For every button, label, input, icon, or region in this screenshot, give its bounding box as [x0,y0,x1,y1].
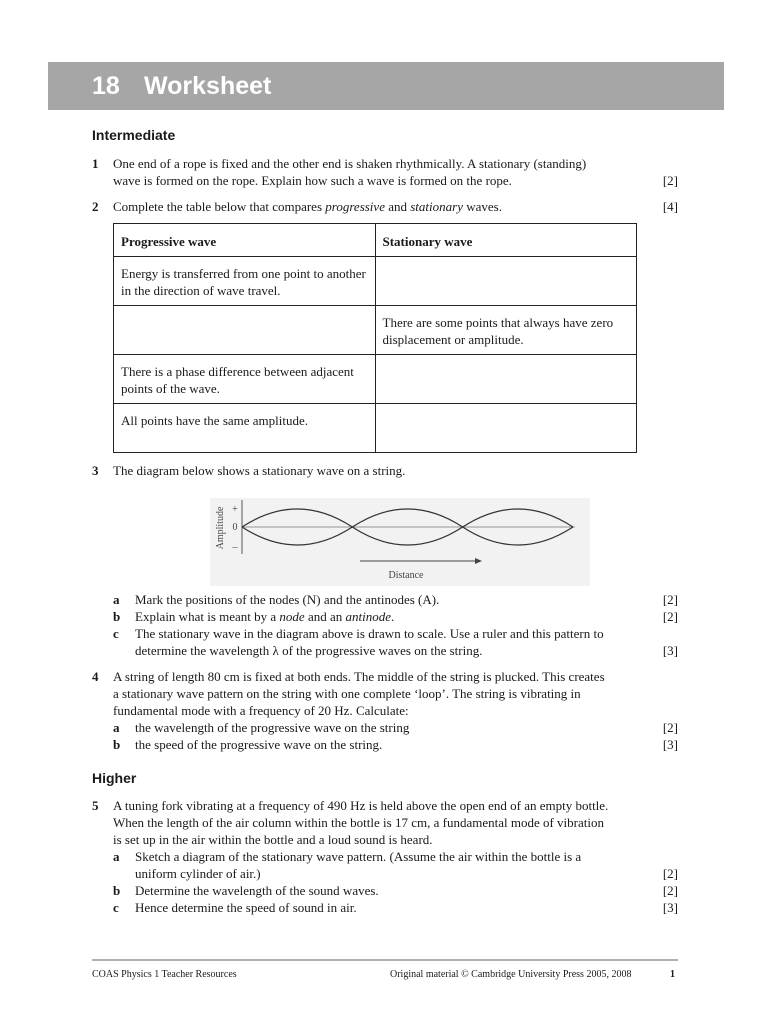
table-row [114,404,637,453]
part-a [113,848,678,882]
table-cell [375,404,637,453]
question-text: Complete the table below that compares [113,199,326,214]
part-text: Mark the positions of the nodes (N) and the antinodes (A). [135,592,440,607]
question-text: wave is formed on the rope. Explain how such a wave is formed on the rope. [113,173,512,188]
marks: [2] [662,173,678,188]
chapter-number: 18 [92,72,120,100]
comparison-table [113,223,637,453]
question-text-line [113,172,678,189]
question-5 [92,797,678,916]
part-b [113,882,678,899]
table-cell: There are some points that always have zero displacement or amplitude. [375,306,637,355]
part-a [113,719,678,736]
table-header-row [114,224,637,257]
marks: [3] [662,643,678,658]
part-text: . [391,609,395,624]
marks: [2] [662,720,678,735]
question-text: The diagram below shows a stationary wave on a string. [113,463,406,478]
marks: [2] [662,883,678,898]
y-axis-label: Amplitude [215,506,226,550]
emphasis: stationary [410,199,463,214]
part-text: Explain what is meant by a [135,609,280,624]
emphasis: antinode [345,609,391,624]
part-b [113,608,678,625]
part-a [113,591,678,608]
footer-left: COAS Physics 1 Teacher Resources [92,969,237,980]
part-b [113,736,678,753]
marks: [2] [662,866,678,881]
table-cell: Energy is transferred from one point to another in the direction of wave travel. [114,257,376,306]
stationary-wave-diagram [210,498,590,586]
table-row [114,355,637,404]
part-label: b [113,883,121,898]
y-tick-plus: + [232,504,238,515]
table-cell: All points have the same amplitude. [114,404,376,453]
part-text: and an [304,609,346,624]
part-text: The stationary wave in the diagram above is drawn to scale. Use a ruler and this pattern to [135,626,604,641]
column-header: Stationary wave [375,224,637,257]
part-label: b [113,609,121,624]
part-label: a [113,849,120,864]
question-3-parts [92,591,678,659]
question-text: A string of length 80 cm is fixed at both ends. The middle of the string is plucked. This creates [113,669,605,684]
question-number: 4 [92,669,99,684]
part-text: uniform cylinder of air.) [135,866,261,881]
question-number: 3 [92,463,99,478]
question-number: 5 [92,798,99,813]
part-text: Sketch a diagram of the stationary wave pattern. (Assume the air within the bottle is a [135,849,582,864]
section-intermediate: Intermediate [92,127,176,143]
question-text: and [384,199,411,214]
table-cell [375,257,637,306]
footer-copyright: Original material © Cambridge University Press 2005, 2008 [390,969,632,980]
question-text-line [113,198,678,215]
table-cell [375,355,637,404]
part-label: a [113,720,120,735]
question-text: a stationary wave pattern on the string with one complete ‘loop’. The string is vibrating in [113,686,581,701]
part-text: Determine the wavelength of the sound waves. [135,883,379,898]
page-number: 1 [670,969,675,980]
table-row [114,257,637,306]
y-tick-minus: – [232,542,238,553]
x-axis-label: Distance [388,570,424,581]
question-number: 1 [92,156,99,171]
question-1 [92,155,678,189]
part-text: Hence determine the speed of sound in air. [135,900,357,915]
marks: [2] [662,592,678,607]
marks: [3] [662,737,678,752]
part-c [113,899,678,916]
marks: [4] [662,199,678,214]
y-tick-zero: 0 [232,522,238,533]
part-label: c [113,626,119,641]
question-text: fundamental mode with a frequency of 20 Hz. Calculate: [113,703,409,718]
emphasis: progressive [325,199,385,214]
question-3-intro [92,462,678,479]
section-higher: Higher [92,770,137,786]
part-label: b [113,737,121,752]
table-cell: There is a phase difference between adjacent points of the wave. [114,355,376,404]
question-text: is set up in the air within the bottle and a loud sound is heard. [113,832,433,847]
part-text: the wavelength of the progressive wave on the string [135,720,410,735]
question-text: When the length of the air column within the bottle is 17 cm, a fundamental mode of vibration [113,815,604,830]
question-text: A tuning fork vibrating at a frequency of 490 Hz is held above the open end of an empty bottle. [113,798,609,813]
part-text: determine the wavelength λ of the progressive waves on the string. [135,643,483,658]
worksheet-header [48,62,724,110]
question-2 [92,198,678,215]
emphasis: node [279,609,305,624]
marks: [2] [662,609,678,624]
table-cell [114,306,376,355]
question-text: waves. [462,199,502,214]
question-4 [92,668,678,753]
part-text: the speed of the progressive wave on the string. [135,737,383,752]
part-c [113,625,678,659]
marks: [3] [662,900,678,915]
part-label: a [113,592,120,607]
column-header: Progressive wave [114,224,376,257]
table-row [114,306,637,355]
part-label: c [113,900,119,915]
question-text: One end of a rope is fixed and the other end is shaken rhythmically. A stationary (standing) [113,156,587,171]
question-number: 2 [92,199,99,214]
page-title: Worksheet [144,72,272,100]
footer-divider [92,959,678,961]
